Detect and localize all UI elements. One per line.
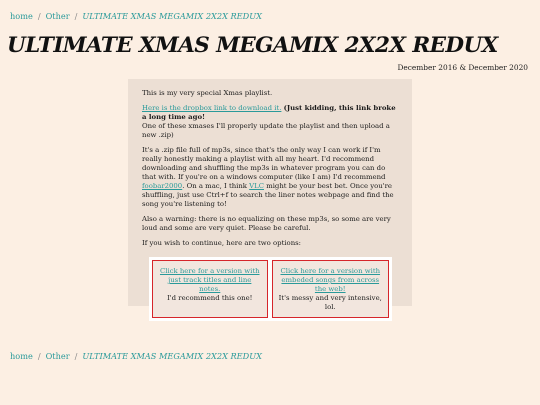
- page-title: ULTIMATE XMAS MEGAMIX 2X2X REDUX: [7, 33, 498, 58]
- breadcrumb-other-link[interactable]: Other: [45, 351, 70, 361]
- update-note: One of these xmases I'll properly update the playlist and then upload a new .zip): [142, 122, 390, 139]
- content-panel: [128, 79, 412, 311]
- instructions-text: It's a .zip file full of mp3s, since that's the only way I can work if I'm really honestly making a playlist with all my heart. I'd recommend downloading and shuffling the mp3s in whatever program you can do that with. If you're on a windows computer (like I am) I'd recommend: [142, 146, 386, 181]
- breadcrumb-separator: /: [37, 11, 41, 21]
- breadcrumb-separator: /: [74, 351, 78, 361]
- options-box: [149, 257, 392, 321]
- intro-text: This is my very special Xmas playlist.: [142, 89, 273, 97]
- instructions-text: might be your best bet. Once you're shuffling, just use Ctrl+f to search the liner notes webpage and find the song you're listening to!: [142, 182, 394, 208]
- breadcrumb-current: ULTIMATE XMAS MEGAMIX 2X2X REDUX: [82, 11, 262, 21]
- titles-version-note: I'd recommend this one!: [167, 294, 253, 302]
- breadcrumb-separator: /: [74, 11, 78, 21]
- breadcrumb-home-link[interactable]: home: [10, 11, 33, 21]
- titles-version-link[interactable]: Click here for a version with just track titles and line notes.: [159, 267, 260, 293]
- instructions-text: . On a mac, I think: [182, 182, 250, 190]
- dropbox-link[interactable]: Here is the dropbox link to download it.: [142, 104, 282, 112]
- download-paragraph: [142, 104, 398, 140]
- instructions-paragraph: [142, 146, 398, 209]
- breadcrumb-other-link[interactable]: Other: [45, 11, 70, 21]
- breadcrumb-home-link[interactable]: home: [10, 351, 33, 361]
- vlc-link[interactable]: VLC: [249, 182, 264, 190]
- breadcrumb-separator: /: [37, 351, 41, 361]
- broken-link-note: (Just kidding, this link broke a long time ago!: [142, 104, 396, 121]
- breadcrumb: [10, 11, 262, 21]
- breadcrumb-current: ULTIMATE XMAS MEGAMIX 2X2X REDUX: [82, 351, 262, 361]
- option-titles-version[interactable]: [152, 260, 269, 318]
- embedded-version-note: It's messy and very intensive, lol.: [278, 294, 382, 311]
- page-dates: December 2016 & December 2020: [397, 63, 528, 72]
- breadcrumb-footer: [10, 351, 262, 361]
- embedded-version-link[interactable]: Click here for a version with embeded songs from across the web!: [280, 267, 381, 293]
- options-intro: If you wish to continue, here are two options:: [142, 239, 301, 247]
- warning-text: Also a warning: there is no equalizing on these mp3s, so some are very loud and some are very quiet. Please be careful.: [142, 215, 391, 232]
- foobar-link[interactable]: foobar2000: [142, 182, 183, 190]
- option-embedded-version[interactable]: [272, 260, 389, 318]
